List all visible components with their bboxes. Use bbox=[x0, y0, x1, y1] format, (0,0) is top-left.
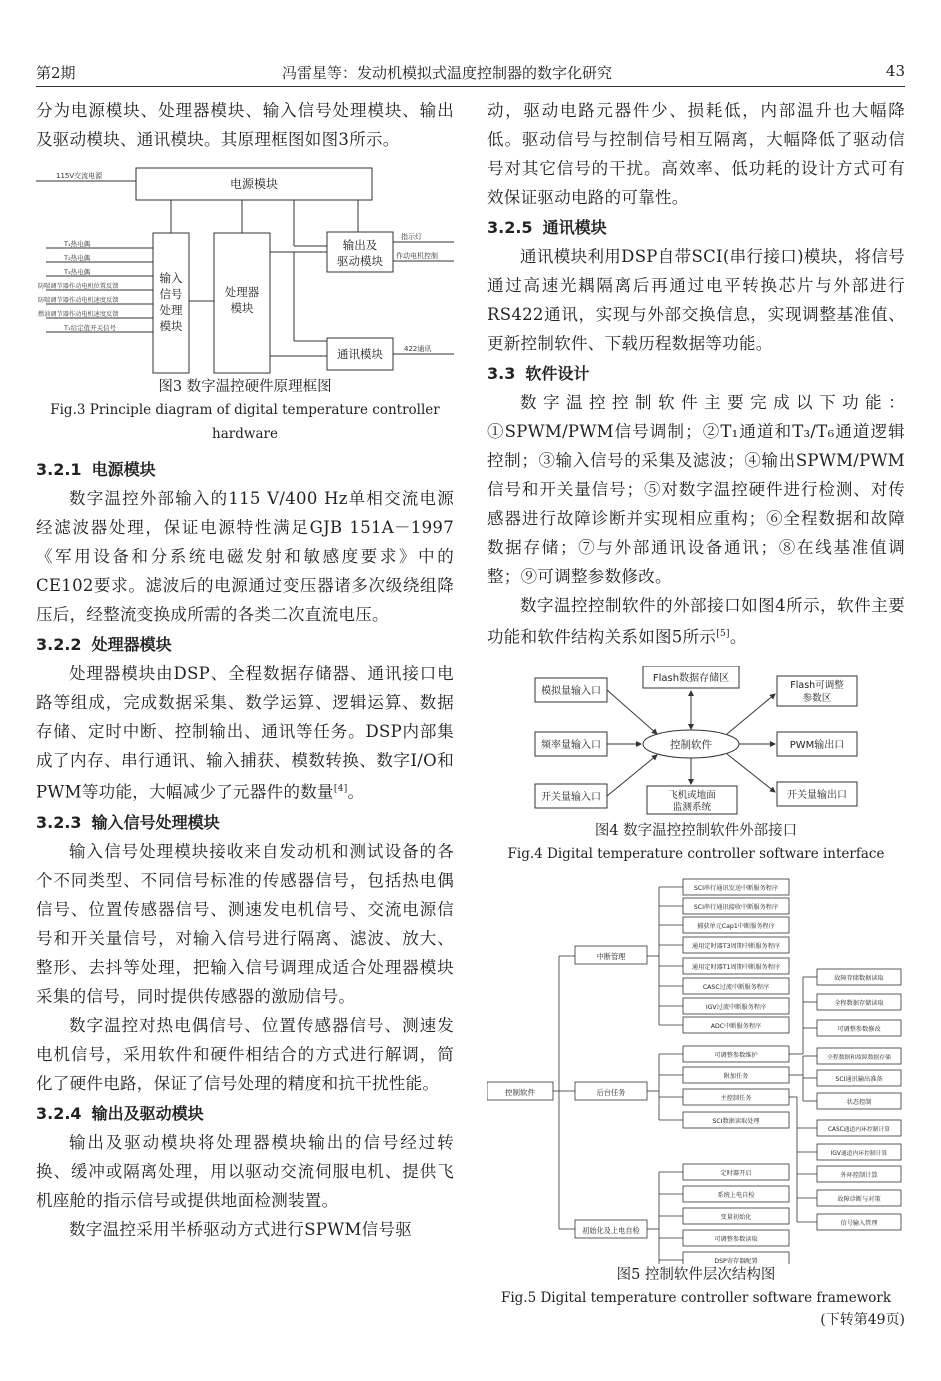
section-3-3-heading: 3.3 软件设计 bbox=[487, 364, 590, 383]
fig3-caption-en-1: Fig.3 Principle diagram of digital temperature controller bbox=[50, 402, 440, 418]
fig5-bg-3: 主控制任务 bbox=[720, 1094, 752, 1102]
page-number: 43 bbox=[885, 62, 905, 80]
section-3-2-3-heading: 3.2.3 输入信号处理模块 bbox=[36, 812, 220, 832]
section-3-3-text-1: 数字温控控制软件主要完成以下功能：①SPWM/PWM信号调制；②T₁通道和T₃/T₆通道逻辑控制；③输入信号的采集及滤波；④输出SPWM/PWM信号和开关量信号；⑤对数字温控硬件进行检测、对传感器进行故障诊断并实现相应重构；⑥全程数据和故障数据存储；⑦与外部通讯设备通讯；⑧在线基准值调整；⑨可调整参数修改。 bbox=[487, 393, 905, 586]
intro-paragraph: 分为电源模块、处理器模块、输入信号处理模块、输出及驱动模块、通讯模块。其原理框图如图3所示。 bbox=[36, 101, 454, 149]
fig3-input-module: 输入信号处理模块 bbox=[159, 271, 183, 333]
section-3-2-3-text-1: 输入信号处理模块接收来自发动机和测试设备的各个不同类型、不同信号标准的传感器信号，包括热电偶信号、位置传感器信号、测速发电机信号、交流电源信号和开关量信号，对输入信号进行隔离、滤波、放大、整形、去抖等处理，把输入信号调理成适合处理器模块采集的信号，同时提供传感器的激励信号。 bbox=[36, 841, 454, 1006]
fig3-input-7: T₁给定值开关信号 bbox=[64, 324, 117, 332]
fig3-input-1: T₁热电偶 bbox=[64, 240, 91, 248]
fig4-switch-in: 开关量输入口 bbox=[541, 791, 601, 803]
section-3-3-text-2: 数字温控控制软件的外部接口如图4所示，软件主要功能和软件结构关系如图5所示[5]。 bbox=[487, 596, 905, 647]
fig5-extra-2: SCI通讯输出准备 bbox=[835, 1075, 883, 1083]
fig5-main-4: 故障诊断与对策 bbox=[837, 1195, 881, 1203]
section-3-2-5-text: 通讯模块利用DSP自带SCI(串行接口)模块，将信号通过高速光耦隔离后再通过电平转换芯片与外部进行RS422通讯，实现与外部交换信息，实现调整基准值、更新控制软件、下载历程数据等功能。 bbox=[487, 247, 905, 353]
fig5-bg-4: SCI数据读取处理 bbox=[712, 1117, 760, 1125]
right-column bbox=[487, 96, 905, 1330]
figure-5 bbox=[487, 874, 905, 1264]
issue-number: 第2期 bbox=[36, 64, 76, 82]
section-3-2-2-text: 处理器模块由DSP、全程数据存储器、通讯接口电路等组成，完成数据采集、数学运算、逻辑运算、数据存储、定时中断、控制输出、通讯等任务。DSP内部集成了内存、串行通讯、输入捕获、模数转换、数字I/O和PWM等功能，大幅减少了元器件的数量[4]。 bbox=[36, 664, 454, 802]
fig3-caption-cn: 图3 数字温控硬件原理框图 bbox=[158, 379, 332, 395]
fig5-init-3: 变量初始化 bbox=[720, 1213, 752, 1221]
fig3-power-module: 电源模块 bbox=[229, 177, 279, 191]
fig4-center: 控制软件 bbox=[670, 738, 712, 751]
header-rule bbox=[36, 86, 905, 87]
section-3-2-5-heading: 3.2.5 通讯模块 bbox=[487, 218, 607, 237]
fig3-input-5: 防喘调节器作动电机速度反馈 bbox=[38, 297, 119, 304]
fig5-maint-1: 故障存储数据读取 bbox=[834, 974, 884, 982]
fig3-output-module: 输出及驱动模块 bbox=[337, 238, 383, 268]
fig3-out-motor: 作动电机控制 bbox=[396, 252, 438, 260]
fig4-flash-adj-1: Flash可调整 bbox=[790, 679, 844, 691]
fig3-processor-module: 处理器模块 bbox=[224, 285, 260, 315]
fig4-pwm-out: PWM输出口 bbox=[789, 739, 845, 751]
fig4-flash-store: Flash数据存储区 bbox=[652, 672, 730, 684]
section-3-2-4-heading: 3.2.4 输出及驱动模块 bbox=[36, 1103, 204, 1123]
citation-4: [4] bbox=[333, 784, 348, 794]
fig5-int-6: CASC过流中断服务程序 bbox=[702, 983, 770, 991]
fig5-int-8: ADC中断服务程序 bbox=[710, 1022, 762, 1030]
fig5-root: 控制软件 bbox=[505, 1087, 535, 1097]
page-header bbox=[36, 62, 905, 86]
fig4-caption-cn: 图4 数字温控控制软件外部接口 bbox=[594, 822, 798, 839]
section-3-2-3-text-2: 数字温控对热电偶信号、位置传感器信号、测速发电机信号，采用软件和硬件相结合的方式进行解调，简化了硬件电路，保证了信号处理的精度和抗干扰性能。 bbox=[36, 1015, 454, 1093]
continued-paragraph: 动，驱动电路元器件少、损耗低，内部温升也大幅降低。驱动信号与控制信号相互隔离，大幅降低了驱动信号对其它信号的干扰。高效率、低功耗的设计方式可有效保证驱动电路的可靠性。 bbox=[487, 101, 905, 207]
fig5-main-2: IGV通道内环控制计算 bbox=[830, 1150, 888, 1157]
fig4-diagram bbox=[487, 666, 905, 816]
fig3-input-2: T₂热电偶 bbox=[64, 254, 91, 262]
fig5-l2-init: 初始化及上电自检 bbox=[582, 1225, 640, 1235]
fig5-bg-2: 附加任务 bbox=[723, 1072, 749, 1080]
fig5-caption-cn: 图5 控制软件层次结构图 bbox=[616, 1266, 776, 1283]
fig5-l2-interrupt: 中断管理 bbox=[596, 951, 626, 961]
fig3-diagram bbox=[36, 166, 454, 376]
section-3-2-4-text-2: 数字温控采用半桥驱动方式进行SPWM信号驱 bbox=[69, 1219, 413, 1239]
fig4-ground-2: 监测系统 bbox=[672, 801, 712, 813]
section-3-2-4-text-1: 输出及驱动模块将处理器模块输出的信号经过转换、缓冲或隔离处理，用以驱动交流伺服电机、提供飞机座舱的指示信号或提供地面检测装置。 bbox=[36, 1132, 454, 1210]
fig3-comm-422: 422通讯 bbox=[404, 345, 432, 353]
fig5-init-1: 定时器开启 bbox=[720, 1169, 752, 1177]
fig5-maint-2: 全程数据存储读取 bbox=[834, 999, 884, 1007]
left-column bbox=[36, 96, 454, 1244]
fig3-caption-en-2: hardware bbox=[212, 426, 278, 442]
citation-5: [5] bbox=[716, 629, 730, 639]
fig5-init-4: 可调整参数读取 bbox=[714, 1235, 758, 1243]
figure-3 bbox=[36, 166, 454, 376]
fig5-l2-background: 后台任务 bbox=[596, 1087, 626, 1097]
fig4-caption-en: Fig.4 Digital temperature controller software interface bbox=[507, 845, 885, 862]
fig5-extra-1: 全程数据和故障数据存储 bbox=[827, 1054, 891, 1061]
continued-note: (下转第49页) bbox=[820, 1311, 905, 1328]
fig4-flash-adj-2: 参数区 bbox=[802, 692, 832, 704]
fig3-input-6: 燃油调节器作动电机速度反馈 bbox=[38, 311, 119, 318]
figure-4 bbox=[487, 666, 905, 816]
fig5-diagram bbox=[487, 874, 905, 1264]
running-title: 冯雷星等：发动机模拟式温度控制器的数字化研究 bbox=[282, 64, 613, 82]
fig5-bg-1: 可调整参数维护 bbox=[714, 1051, 758, 1059]
fig5-int-3: 捕获单元Cap1中断服务程序 bbox=[697, 922, 775, 930]
fig4-analog-in: 模拟量输入口 bbox=[541, 685, 601, 697]
fig5-extra-3: 状态控制 bbox=[846, 1098, 872, 1106]
fig5-maint-3: 可调整参数修改 bbox=[837, 1025, 881, 1033]
fig3-power-label: 115V交流电源 bbox=[56, 172, 103, 180]
fig5-init-5: DSP寄存器配置 bbox=[714, 1257, 758, 1264]
fig5-int-7: IGV过流中断服务程序 bbox=[705, 1003, 767, 1011]
fig3-out-indicator: 指示灯 bbox=[401, 233, 422, 241]
fig3-input-4: 防喘调节器作动电机位置反馈 bbox=[38, 283, 119, 290]
fig5-main-5: 信号输入管理 bbox=[840, 1219, 878, 1227]
fig4-ground-1: 飞机或地面 bbox=[668, 789, 716, 801]
section-3-2-2-heading: 3.2.2 处理器模块 bbox=[36, 635, 172, 654]
section-3-2-1-text: 数字温控外部输入的115 V/400 Hz单相交流电源经滤波器处理，保证电源特性满足GJB 151A－1997《军用设备和分系统电磁发射和敏感度要求》中的CE102要求。滤波后的电源通过变压器诸多次级绕组降压后，经整流变换成所需的各类二次直流电压。 bbox=[36, 489, 454, 624]
fig3-comm-module: 通讯模块 bbox=[337, 347, 383, 361]
section-3-2-1-heading: 3.2.1 电源模块 bbox=[36, 460, 156, 479]
fig3-input-3: T₃热电偶 bbox=[64, 268, 91, 276]
fig5-int-5: 通用定时器T1周期中断服务程序 bbox=[691, 963, 781, 971]
fig5-int-4: 通用定时器T3周期中断服务程序 bbox=[691, 942, 781, 950]
fig5-main-3: 外环控制计算 bbox=[840, 1171, 878, 1179]
fig4-freq-in: 频率量输入口 bbox=[541, 739, 601, 751]
fig5-int-1: SCI串行通讯发送中断服务程序 bbox=[693, 884, 779, 892]
fig5-main-1: CASC通道内环控制计算 bbox=[827, 1126, 891, 1133]
fig5-int-2: SCI串行通讯接收中断服务程序 bbox=[693, 903, 779, 911]
fig5-caption-en: Fig.5 Digital temperature controller software framework bbox=[500, 1289, 892, 1306]
fig4-switch-out: 开关量输出口 bbox=[787, 789, 847, 801]
fig5-init-2: 系统上电自检 bbox=[717, 1191, 755, 1199]
